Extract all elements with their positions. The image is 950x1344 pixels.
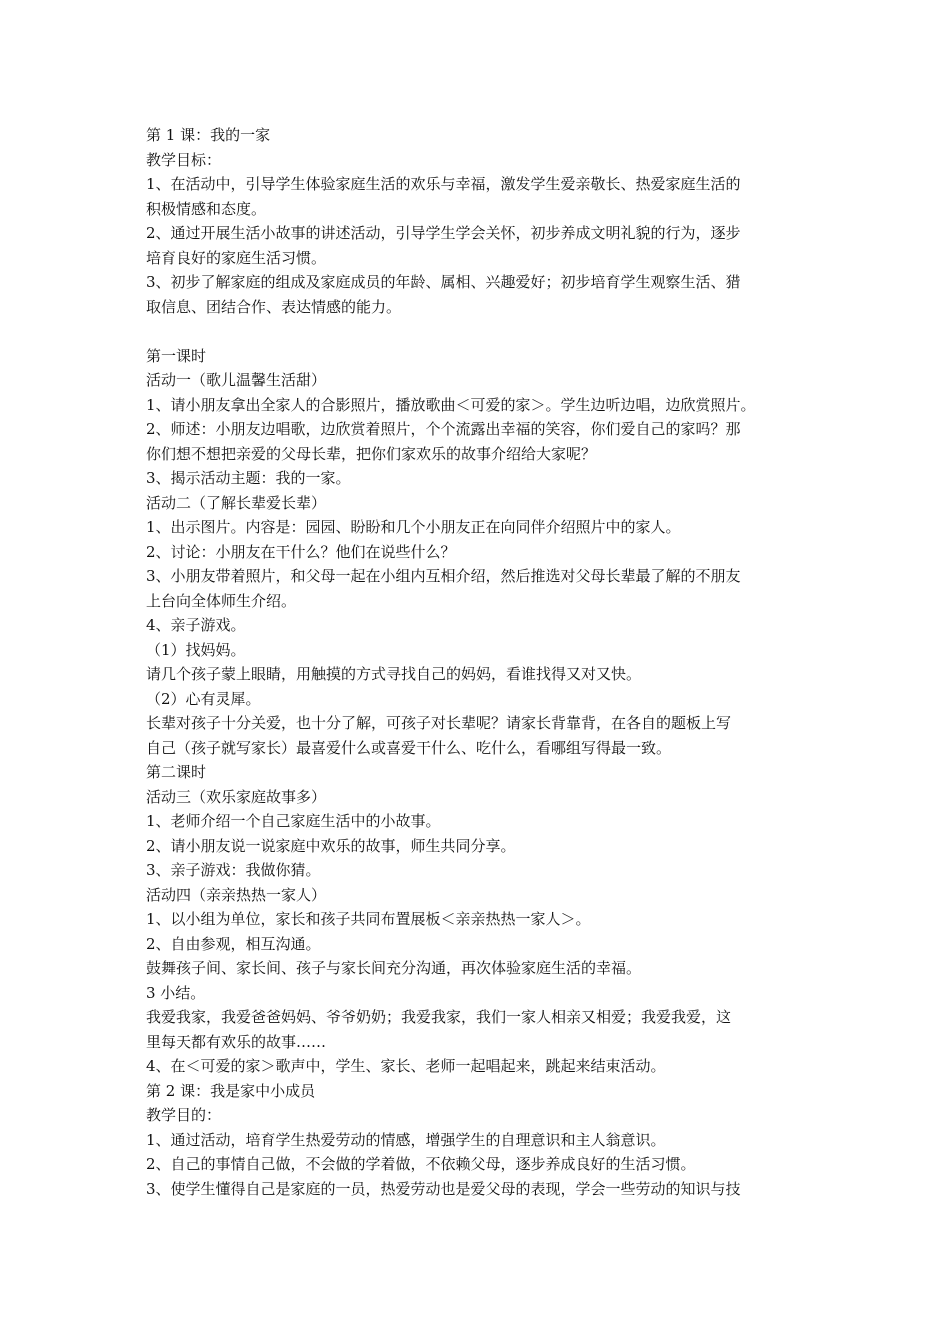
paragraph-line: 2、请小朋友说一说家庭中欢乐的故事，师生共同分享。: [146, 836, 516, 855]
paragraph-line: 我爱我家，我爱爸爸妈妈、爷爷奶奶；我爱我家，我们一家人相亲又相爱；我爱我爱，这: [146, 1008, 732, 1026]
paragraph-line: 你们想不想把亲爱的父母长辈，把你们家欢乐的故事介绍给大家呢？: [146, 444, 597, 463]
blank-line: [146, 319, 818, 344]
paragraph-line: 请几个孩子蒙上眼睛，用触摸的方式寻找自己的妈妈，看谁找得又对又快。: [146, 665, 642, 683]
paragraph-line: 3、小朋友带着照片，和父母一起在小组内互相介绍，然后推选对父母长辈最了解的不朋友: [146, 567, 741, 585]
paragraph-line: 积极情感和态度。: [146, 199, 267, 218]
activity-heading: 活动二（了解长辈爱长辈）: [146, 493, 327, 512]
paragraph-line: 鼓舞孩子间、家长间、孩子与家长间充分沟通，再次体验家庭生活的幸福。: [146, 959, 642, 977]
paragraph-line: 4、亲子游戏。: [146, 616, 246, 634]
paragraph-line: 3、使学生懂得自己是家庭的一员，热爱劳动也是爱父母的表现，学会一些劳动的知识与技: [146, 1179, 741, 1198]
section-heading: 第二课时: [146, 763, 207, 781]
document-body: [146, 123, 818, 1201]
paragraph-line: 1、通过活动，培育学生热爱劳动的情感，增强学生的自理意识和主人翁意识。: [146, 1130, 666, 1149]
activity-heading: 活动一（歌儿温馨生活甜）: [146, 371, 327, 389]
paragraph-line: 1、老师介绍一个自己家庭生活中的小故事。: [146, 812, 441, 830]
paragraph-line: 2、自由参观，相互沟通。: [146, 934, 321, 953]
paragraph-line: 2、师述：小朋友边唱歌，边欣赏着照片，个个流露出幸福的笑容，你们爱自己的家吗？那: [146, 420, 741, 438]
lesson-title: 第 1 课：我的一家: [146, 126, 271, 144]
activity-heading: 活动四（亲亲热热一家人）: [146, 885, 327, 904]
paragraph-line: 取信息、团结合作、表达情感的能力。: [146, 297, 402, 316]
paragraph-line: 3、初步了解家庭的组成及家庭成员的年龄、属相、兴趣爱好；初步培育学生观察生活、猎: [146, 273, 741, 291]
paragraph-line: 3、揭示活动主题：我的一家。: [146, 469, 351, 487]
paragraph-line: 2、自己的事情自己做，不会做的学着做，不依赖父母，逐步养成良好的生活习惯。: [146, 1155, 696, 1173]
section-heading: 教学目的：: [146, 1106, 222, 1124]
paragraph-line: （1）找妈妈。: [146, 640, 246, 659]
paragraph-line: 1、出示图片。内容是：园园、盼盼和几个小朋友正在向同伴介绍照片中的家人。: [146, 518, 681, 536]
paragraph-line: 2、通过开展生活小故事的讲述活动，引导学生学会关怀，初步养成文明礼貌的行为，逐步: [146, 224, 741, 242]
paragraph-line: 2、讨论：小朋友在干什么？他们在说些什么？: [146, 542, 456, 561]
paragraph-line: 自己（孩子就写家长）最喜爱什么或喜爱干什么、吃什么，看哪组写得最一致。: [146, 738, 672, 757]
paragraph-line: 3 小结。: [146, 983, 206, 1002]
paragraph-line: 1、请小朋友拿出全家人的合影照片，播放歌曲＜可爱的家＞。学生边听边唱，边欣赏照片。: [146, 395, 756, 414]
paragraph-line: 1、以小组为单位，家长和孩子共同布置展板＜亲亲热热一家人＞。: [146, 910, 591, 928]
paragraph-line: 1、在活动中，引导学生体验家庭生活的欢乐与幸福，激发学生爱亲敬长、热爱家庭生活的: [146, 175, 741, 193]
section-heading: 第一课时: [146, 346, 207, 365]
paragraph-line: 里每天都有欢乐的故事……: [146, 1032, 327, 1051]
section-heading: 教学目标：: [146, 150, 222, 169]
paragraph-line: 培育良好的家庭生活习惯。: [146, 248, 327, 267]
paragraph-line: （2）心有灵犀。: [146, 689, 261, 708]
paragraph-line: 3、亲子游戏：我做你猜。: [146, 861, 321, 879]
paragraph-line: 长辈对孩子十分关爱，也十分了解，可孩子对长辈呢？请家长背靠背，在各自的题板上写: [146, 714, 732, 732]
paragraph-line: 4、在＜可爱的家＞歌声中，学生、家长、老师一起唱起来，跳起来结束活动。: [146, 1057, 666, 1075]
lesson-title: 第 2 课：我是家中小成员: [146, 1081, 316, 1100]
activity-heading: 活动三（欢乐家庭故事多）: [146, 787, 327, 806]
paragraph-line: 上台向全体师生介绍。: [146, 591, 297, 610]
